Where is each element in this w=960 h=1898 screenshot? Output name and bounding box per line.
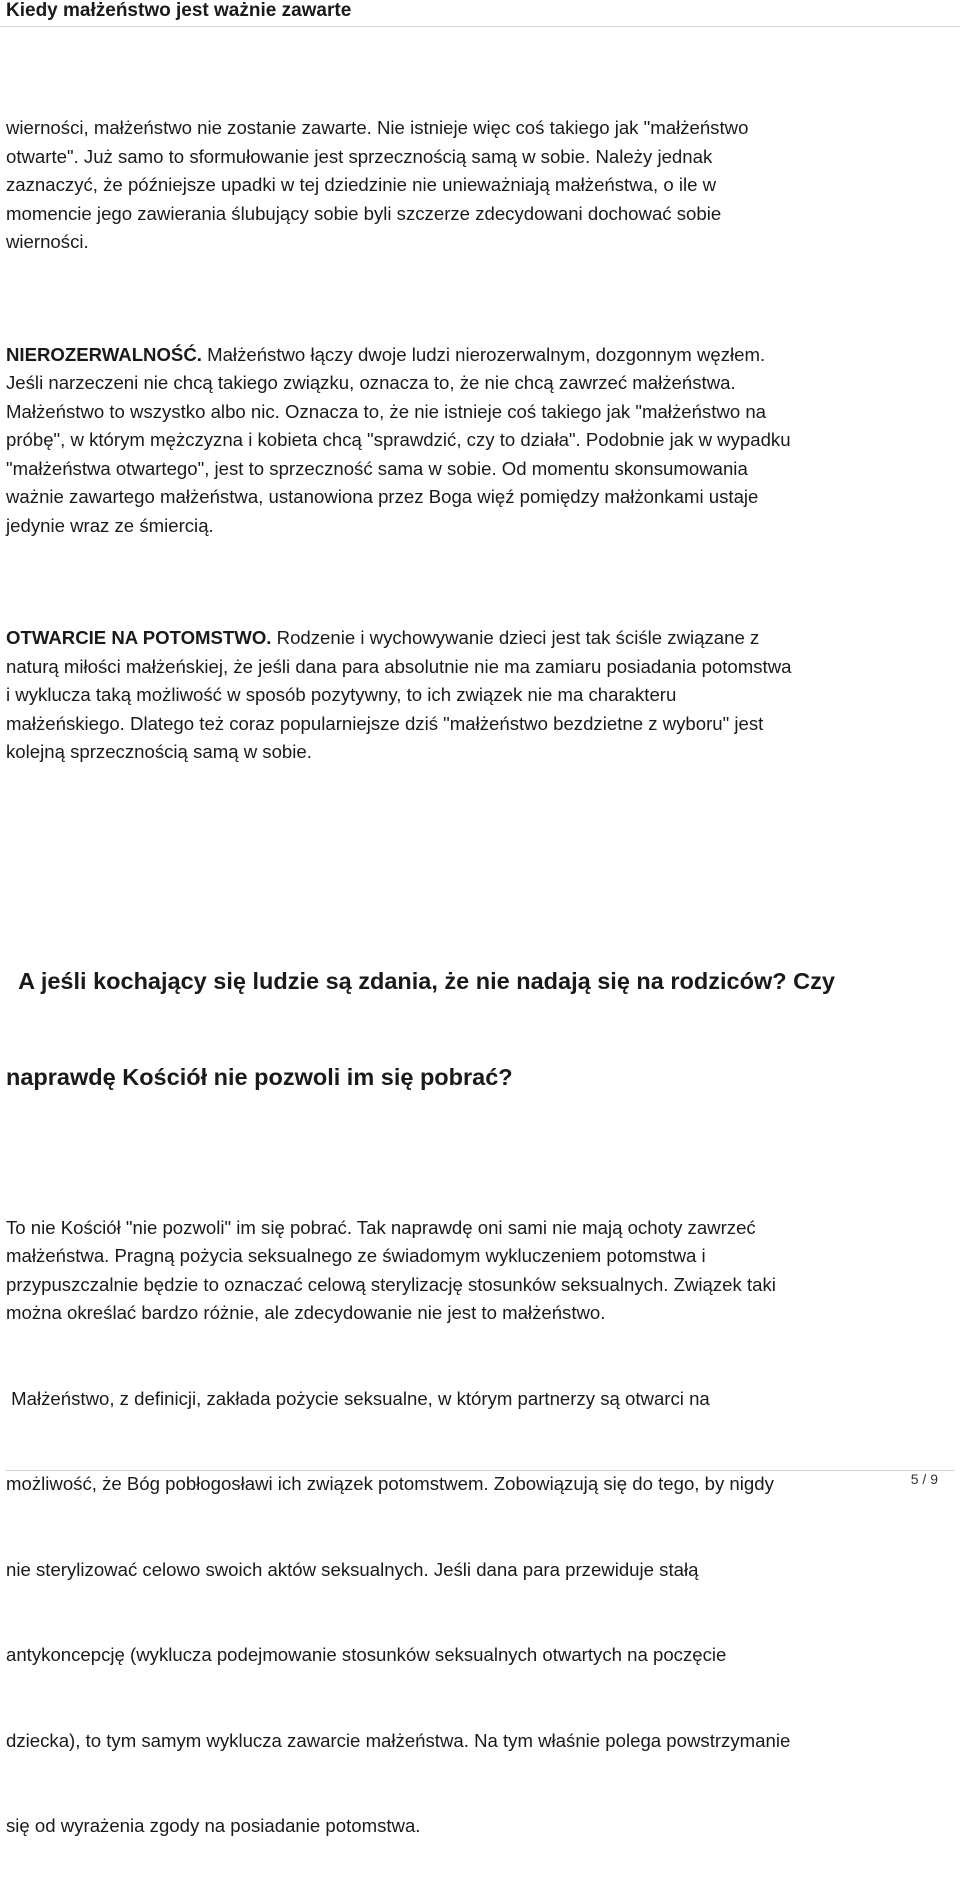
text-line: kolejną sprzecznością samą w sobie. (6, 741, 312, 762)
text-line: się od wyrażenia zgody na posiadanie potomstwa. (6, 1815, 421, 1836)
document-title: Kiedy małżeństwo jest ważnie zawarte (6, 0, 352, 21)
footer-divider (6, 1470, 954, 1471)
text-line: Jeśli narzeczeni nie chcą takiego związku, oznacza to, że nie chcą zawrzeć małżeństwa. (6, 372, 736, 393)
page-header (0, 0, 960, 27)
heading-line: naprawdę Kościół nie pozwoli im się pobrać? (6, 1063, 513, 1090)
paragraph-fidelity-end (6, 114, 956, 257)
text-line: przypuszczalnie będzie to oznaczać celową sterylizację stosunków seksualnych. Związek taki (6, 1273, 776, 1295)
section-term: NIEROZERWALNOŚĆ. (6, 343, 202, 365)
text-line: Małżeństwo to wszystko albo nic. Oznacza to, że nie istnieje coś takiego jak "małżeństwo na (6, 400, 767, 422)
text-fragment: Rodzenie i wychowywanie dzieci jest tak ściśle związane z (271, 627, 760, 648)
text-line: momencie jego zawierania ślubujący sobie byli szczerze zdecydowani dochować sobie (6, 202, 722, 224)
text-fragment: Małżeństwo łączy dwoje ludzi nierozerwalnym, dozgonnym węzłem. (201, 343, 766, 365)
text-line: wierności, małżeństwo nie zostanie zawarte. Nie istnieje więc coś takiego jak "małżeństwo (6, 117, 749, 138)
text-line: otwarte". Już samo to sformułowanie jest sprzecznością samą w sobie. Należy jednak (6, 145, 713, 167)
text-line: próbę", w którym mężczyzna i kobieta chcą "sprawdzić, czy to działa". Podobnie jak w wypadku (6, 429, 791, 450)
answer-paragraph-1 (6, 1214, 956, 1328)
section-term: OTWARCIE NA POTOMSTWO. (6, 627, 272, 648)
text-line: wierności. (6, 231, 89, 252)
heading-line: A jeśli kochający się ludzie są zdania, że nie nadają się na rodziców? Czy (6, 967, 835, 994)
text-line: i wyklucza taką możliwość w sposób pozytywny, to ich związek nie ma charakteru (6, 684, 677, 705)
text-line (6, 341, 956, 370)
document-body (6, 114, 956, 1898)
text-line: można określać bardzo różnie, ale zdecydowanie nie jest to małżeństwo. (6, 1302, 606, 1323)
text-line: antykoncepcję (wyklucza podejmowanie stosunków seksualnych otwartych na poczęcie (6, 1644, 727, 1665)
text-line: ważnie zawartego małżeństwa, ustanowiona przez Boga więź pomiędzy małżonkami ustaje (6, 486, 759, 507)
question-heading (6, 901, 956, 1157)
answer-paragraph-2 (6, 1328, 956, 1898)
text-line: nie sterylizować celowo swoich aktów seksualnych. Jeśli dana para przewiduje stałą (6, 1558, 699, 1580)
text-line: małżeńskiego. Dlatego też coraz popularniejsze dziś "małżeństwo bezdzietne z wyboru" jest (6, 712, 764, 734)
text-line: dziecka), to tym samym wyklucza zawarcie małżeństwa. Na tym właśnie polega powstrzymanie (6, 1729, 791, 1751)
text-line: małżeństwa. Pragną pożycia seksualnego ze świadomym wykluczeniem potomstwa i (6, 1245, 706, 1266)
text-line: Małżeństwo, z definicji, zakłada pożycie seksualne, w którym partnerzy są otwarci na (6, 1387, 710, 1409)
page-number: 5 / 9 (910, 1471, 938, 1487)
paragraph-openness-to-offspring (6, 624, 956, 767)
text-line (6, 624, 956, 653)
paragraph-indissolubility (6, 341, 956, 541)
text-line: naturą miłości małżeńskiej, że jeśli dana para absolutnie nie ma zamiaru posiadania potomstwa (6, 655, 792, 677)
text-line: jedynie wraz ze śmiercią. (6, 514, 214, 536)
text-line: zaznaczyć, że późniejsze upadki w tej dziedzinie nie unieważniają małżeństwa, o ile w (6, 174, 717, 195)
text-line: "małżeństwa otwartego", jest to sprzeczność sama w sobie. Od momentu skonsumowania (6, 457, 748, 479)
text-line: możliwość, że Bóg pobłogosławi ich związek potomstwem. Zobowiązują się do tego, by nigdy (6, 1473, 774, 1494)
text-line: To nie Kościół "nie pozwoli" im się pobrać. Tak naprawdę oni sami nie mają ochoty zawrzeć (6, 1216, 756, 1238)
